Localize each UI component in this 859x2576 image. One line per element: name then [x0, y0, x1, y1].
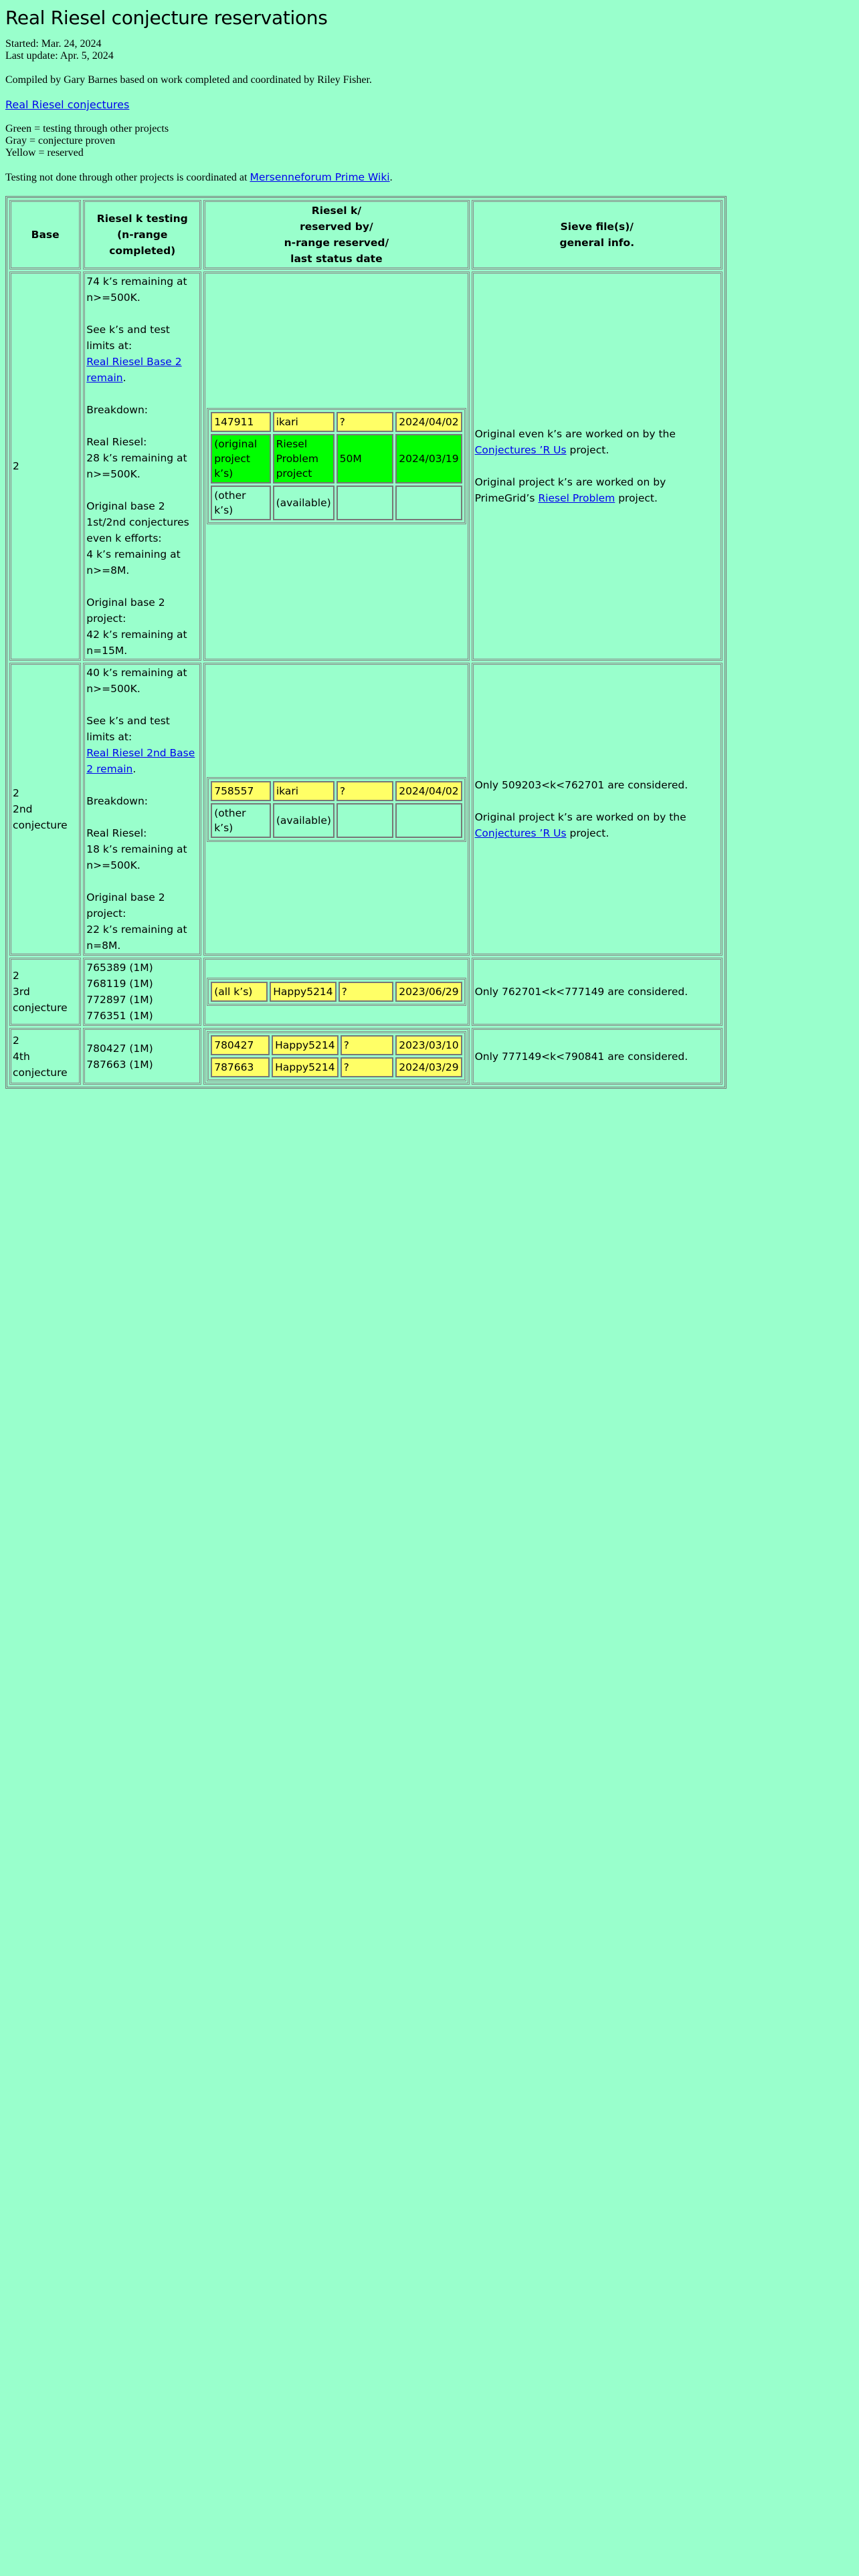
real-riesel-2nd-base2-remain-link[interactable]: Real Riesel 2nd Base 2 remain	[86, 747, 195, 775]
reservation-subtable	[207, 777, 466, 842]
sieve-info-cell: Only 777149<k<790841 are considered.	[472, 1028, 723, 1085]
real-riesel-base2-remain-link[interactable]: Real Riesel Base 2 remain	[86, 356, 182, 384]
coordination-note: Testing not done through other projects is coordinated at Mersenneforum Prime Wiki.	[5, 171, 393, 183]
color-legend	[5, 123, 854, 159]
last-update-date: Last update: Apr. 5, 2024	[5, 50, 114, 62]
res-k: (original project k’s)	[211, 434, 270, 484]
real-riesel-conjectures-link[interactable]: Real Riesel conjectures	[5, 98, 130, 111]
res-n: ?	[341, 1035, 394, 1055]
res-by: Happy5214	[270, 982, 336, 1002]
res-date: 2024/04/02	[395, 781, 462, 801]
reservation-row	[211, 982, 462, 1002]
riesel-problem-link[interactable]: Riesel Problem	[538, 492, 615, 504]
reservation-row	[211, 1057, 462, 1077]
res-date: 2024/03/29	[395, 1057, 462, 1077]
res-date: 2024/03/19	[395, 434, 462, 484]
res-k: 780427	[211, 1035, 270, 1055]
started-date: Started: Mar. 24, 2024	[5, 38, 102, 49]
sieve-info-cell: Original even k’s are worked on by the Conjectures ’R Us project. Original project k’s are worked on by PrimeGrid’s Riesel Problem project.	[472, 272, 723, 661]
reservation-row	[211, 803, 462, 838]
conjectures-r-us-link[interactable]: Conjectures ’R Us	[474, 827, 567, 839]
page-title: Real Riesel conjecture reservations	[5, 7, 328, 29]
res-k: 787663	[211, 1057, 270, 1077]
reservation-row	[211, 486, 462, 520]
reservation-cell	[203, 958, 469, 1026]
conjectures-r-us-link[interactable]: Conjectures ’R Us	[474, 444, 567, 456]
res-k: (other k’s)	[211, 803, 271, 838]
res-k: (other k’s)	[211, 486, 270, 520]
reservation-subtable	[207, 1031, 466, 1081]
reservation-row	[211, 434, 462, 484]
res-n: 50M	[337, 434, 394, 484]
reservation-subtable	[207, 408, 466, 524]
header-k-testing: Riesel k testing (n-range completed)	[83, 200, 201, 270]
table-header-row	[9, 200, 723, 270]
res-n	[337, 803, 393, 838]
table-row	[9, 272, 723, 661]
res-date: 2024/04/02	[395, 412, 462, 432]
res-by: Happy5214	[272, 1057, 338, 1077]
res-by: (available)	[273, 803, 335, 838]
base-cell: 2 3rd conjecture	[9, 958, 81, 1026]
res-by: ikari	[273, 781, 335, 801]
k-testing-cell: 40 k’s remaining at n>=500K. See k’s and test limits at: Real Riesel 2nd Base 2 remain. Breakdown: Real Riesel: 18 k’s remaining at n>=500K. Original base 2 project: 22 k’s remaining at n=8M.	[83, 663, 201, 956]
res-k: (all k’s)	[211, 982, 268, 1002]
base-cell: 2	[9, 272, 81, 661]
res-by: Happy5214	[272, 1035, 338, 1055]
reservations-table	[5, 196, 727, 1089]
reservation-subtable	[207, 978, 466, 1006]
res-n: ?	[337, 412, 394, 432]
sieve-info-cell: Only 509203<k<762701 are considered. Original project k’s are worked on by the Conjectures ’R Us project.	[472, 663, 723, 956]
legend-yellow: Yellow = reserved	[5, 147, 84, 158]
reservation-row	[211, 412, 462, 432]
header-reservation: Riesel k/ reserved by/ n-range reserved/ last status date	[203, 200, 469, 270]
k-testing-cell: 74 k’s remaining at n>=500K. See k’s and test limits at: Real Riesel Base 2 remain. Breakdown: Real Riesel: 28 k’s remaining at n>=500K. Original base 2 1st/2nd conjectures even k efforts: 4 k’s remaining at n>=8M. Original base 2 project: 42 k’s remaining at n=15M.	[83, 272, 201, 661]
res-k: 147911	[211, 412, 270, 432]
res-date: 2023/06/29	[395, 982, 462, 1002]
k-testing-cell: 780427 (1M) 787663 (1M)	[83, 1028, 201, 1085]
res-n	[337, 486, 394, 520]
table-row	[9, 663, 723, 956]
header-sieve-info: Sieve file(s)/ general info.	[472, 200, 723, 270]
base-cell: 2 2nd conjecture	[9, 663, 81, 956]
res-k: 758557	[211, 781, 271, 801]
sieve-info-cell: Only 762701<k<777149 are considered.	[472, 958, 723, 1026]
header-base: Base	[9, 200, 81, 270]
reservation-cell	[203, 663, 469, 956]
compiled-by: Compiled by Gary Barnes based on work completed and coordinated by Riley Fisher.	[5, 74, 372, 86]
res-by: ikari	[273, 412, 335, 432]
res-date	[395, 803, 462, 838]
reservation-cell	[203, 272, 469, 661]
reservation-row	[211, 781, 462, 801]
res-by: Riesel Problem project	[273, 434, 335, 484]
res-date	[395, 486, 462, 520]
dates-block	[5, 38, 854, 62]
res-n: ?	[341, 1057, 394, 1077]
legend-gray: Gray = conjecture proven	[5, 135, 116, 146]
table-row	[9, 958, 723, 1026]
k-testing-cell: 765389 (1M) 768119 (1M) 772897 (1M) 776351 (1M)	[83, 958, 201, 1026]
legend-green: Green = testing through other projects	[5, 123, 169, 134]
res-by: (available)	[273, 486, 335, 520]
res-n: ?	[339, 982, 394, 1002]
reservation-cell	[203, 1028, 469, 1085]
res-n: ?	[337, 781, 393, 801]
base-cell: 2 4th conjecture	[9, 1028, 81, 1085]
reservation-row	[211, 1035, 462, 1055]
table-row	[9, 1028, 723, 1085]
res-date: 2023/03/10	[395, 1035, 462, 1055]
prime-wiki-link[interactable]: Mersenneforum Prime Wiki	[250, 171, 390, 183]
